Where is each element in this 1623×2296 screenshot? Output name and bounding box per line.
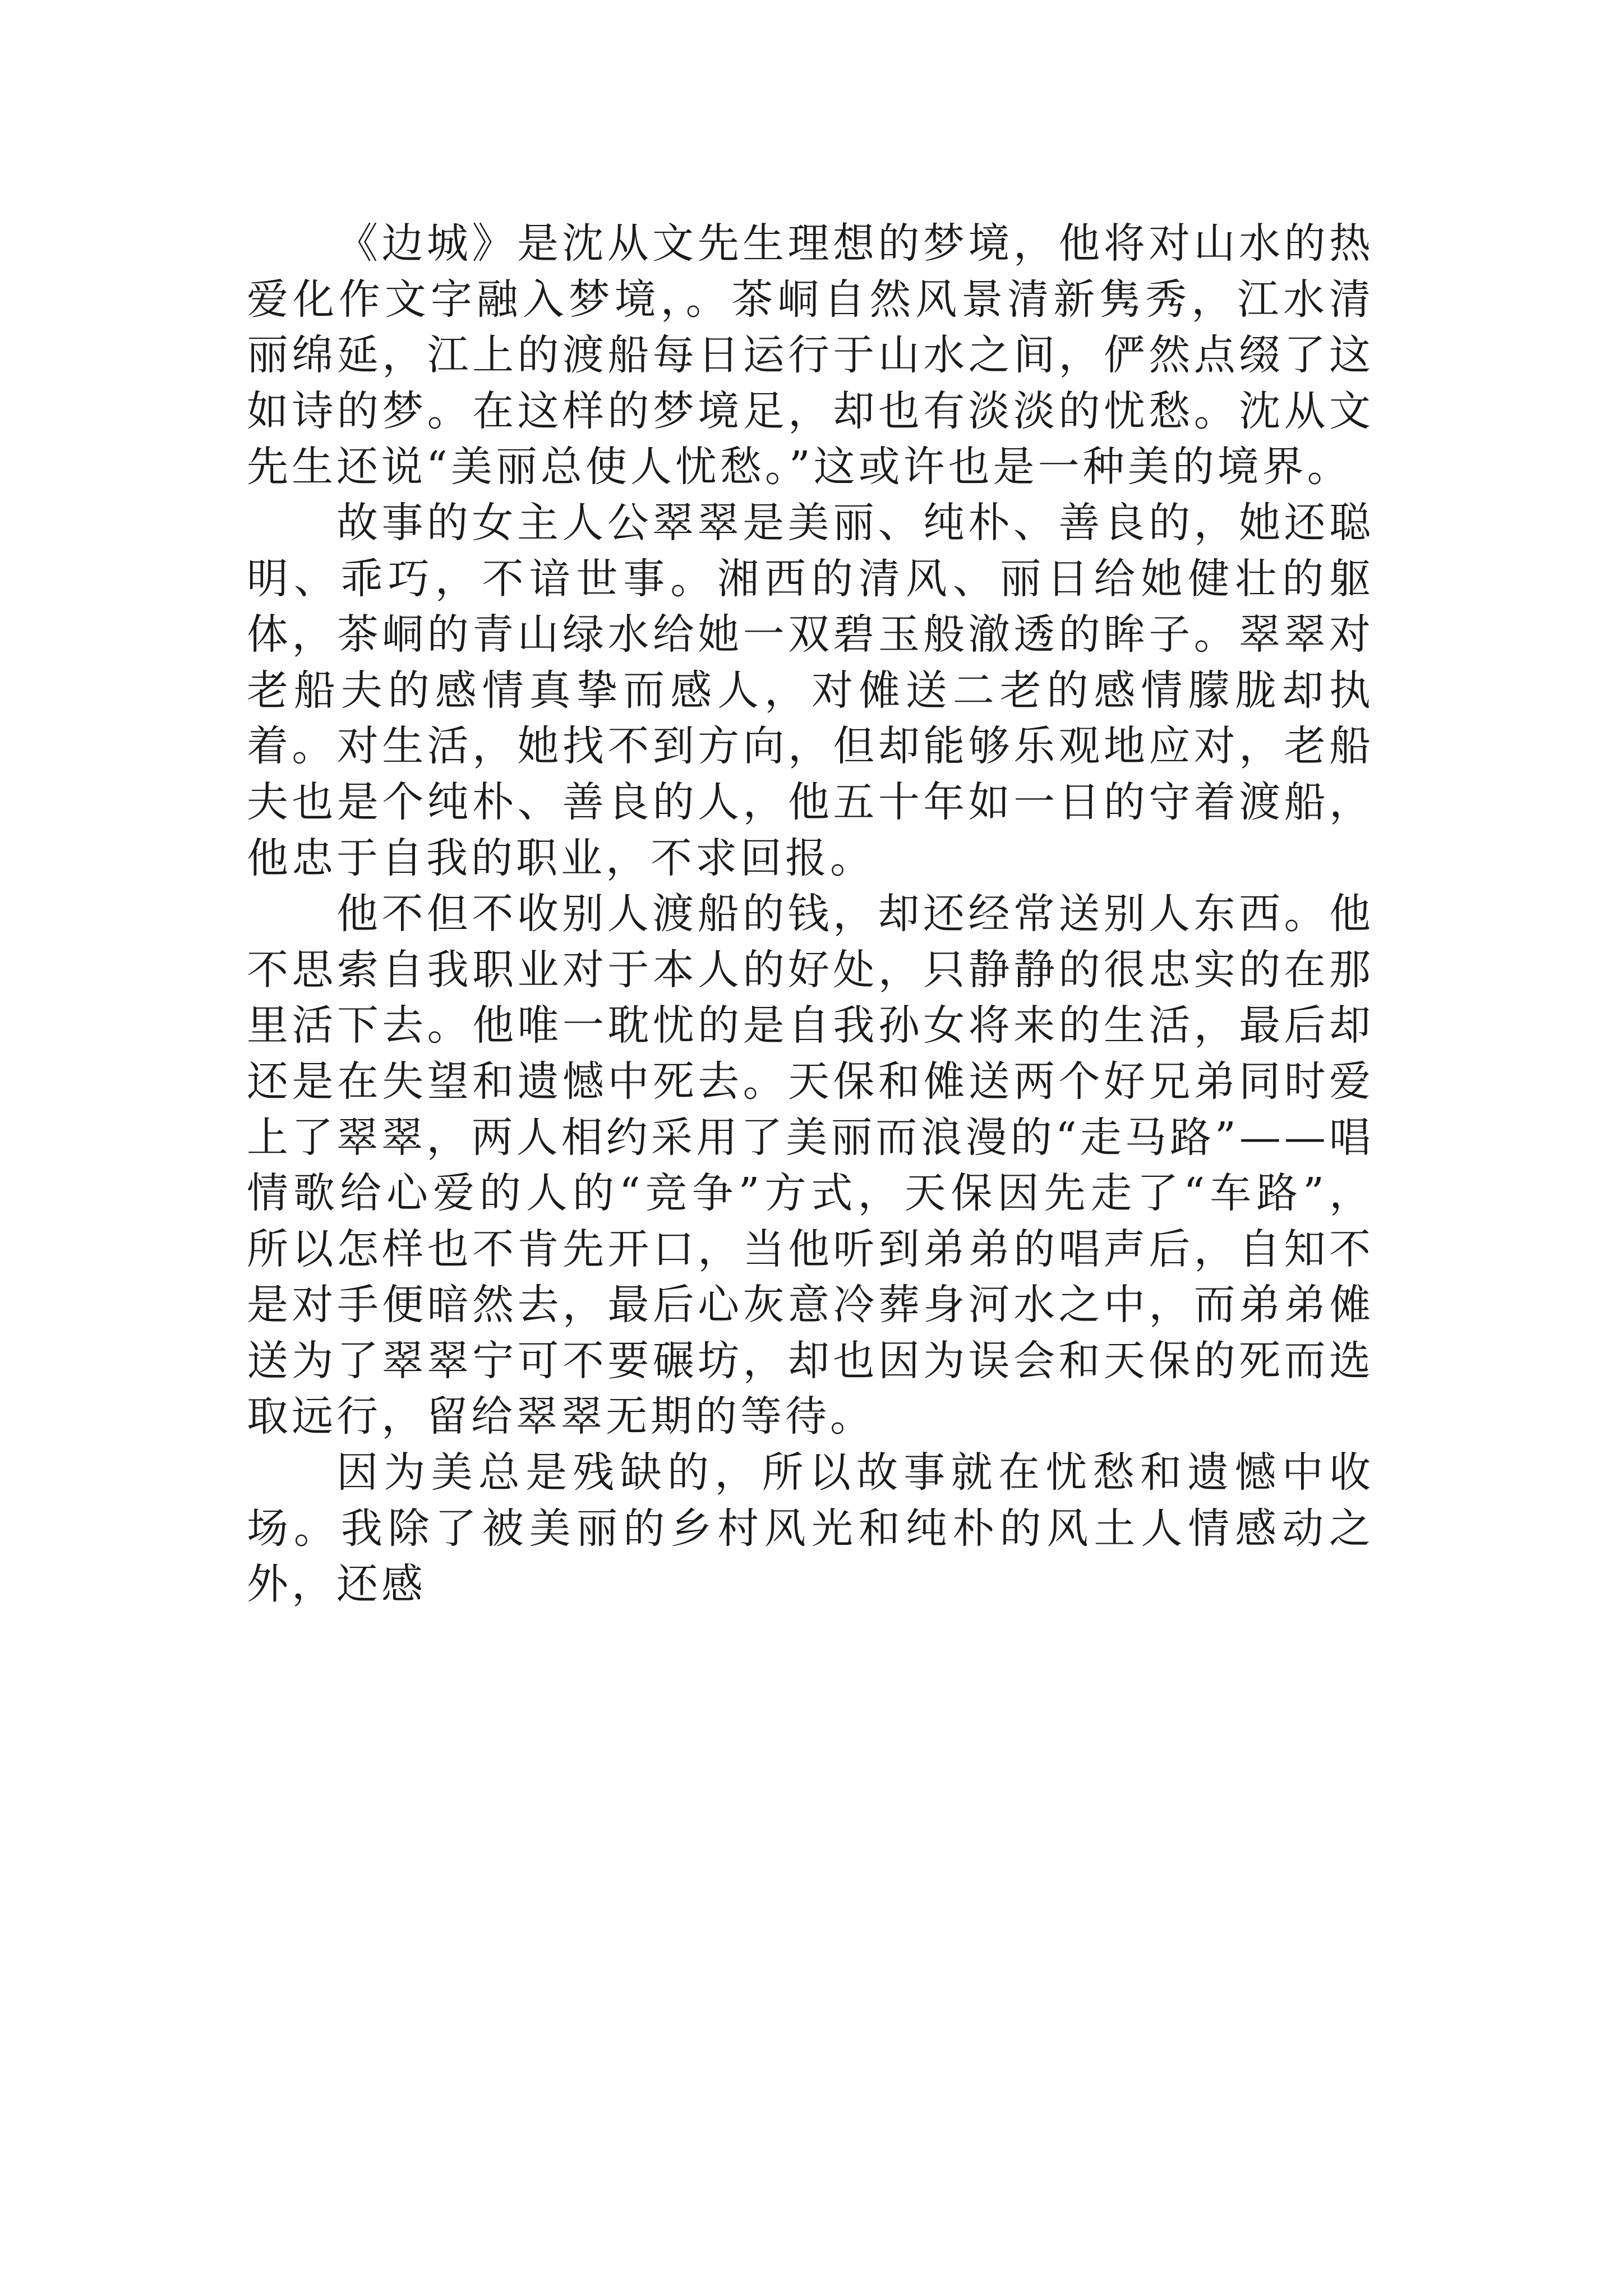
document-body: [247, 216, 1374, 1613]
paragraph-3: 他不但不收别人渡船的钱，却还经常送别人东西。他不思索自我职业对于本人的好处，只静静的很忠实的在那里活下去。他唯一耽忧的是自我孙女将来的生活，最后却还是在失望和遗憾中死去。天保和傩送两个好兄弟同时爱上了翠翠，两人相约采用了美丽而浪漫的“走马路”——唱情歌给心爱的人的“竞争”方式，天保因先走了“车路”，所以怎样也不肯先开口，当他听到弟弟的唱声后，自知不是对手便暗然去，最后心灰意冷葬身河水之中，而弟弟傩送为了翠翠宁可不要碾坊，却也因为误会和天保的死而选取远行，留给翠翠无期的等待。: [247, 890, 1374, 1441]
paragraph-4: 因为美总是残缺的，所以故事就在忧愁和遗憾中收场。我除了被美丽的乡村风光和纯朴的风土人情感动之外，还感: [247, 1448, 1374, 1609]
paragraph-2: 故事的女主人公翠翠是美丽、纯朴、善良的，她还聪明、乖巧，不谙世事。湘西的清风、丽日给她健壮的躯体，茶峒的青山绿水给她一双碧玉般澈透的眸子。翠翠对老船夫的感情真挚而感人，对傩送二老的感情朦胧却执着。对生活，她找不到方向，但却能够乐观地应对，老船夫也是个纯朴、善良的人，他五十年如一日的守着渡船，他忠于自我的职业，不求回报。: [247, 498, 1374, 882]
paragraph-1: 《边城》是沈从文先生理想的梦境，他将对山水的热爱化作文字融入梦境，。茶峒自然风景清新隽秀，江水清丽绵延，江上的渡船每日运行于山水之间，俨然点缀了这如诗的梦。在这样的梦境足，却也有淡淡的忧愁。沈从文先生还说“美丽总使人忧愁。”这或许也是一种美的境界。: [247, 219, 1374, 491]
